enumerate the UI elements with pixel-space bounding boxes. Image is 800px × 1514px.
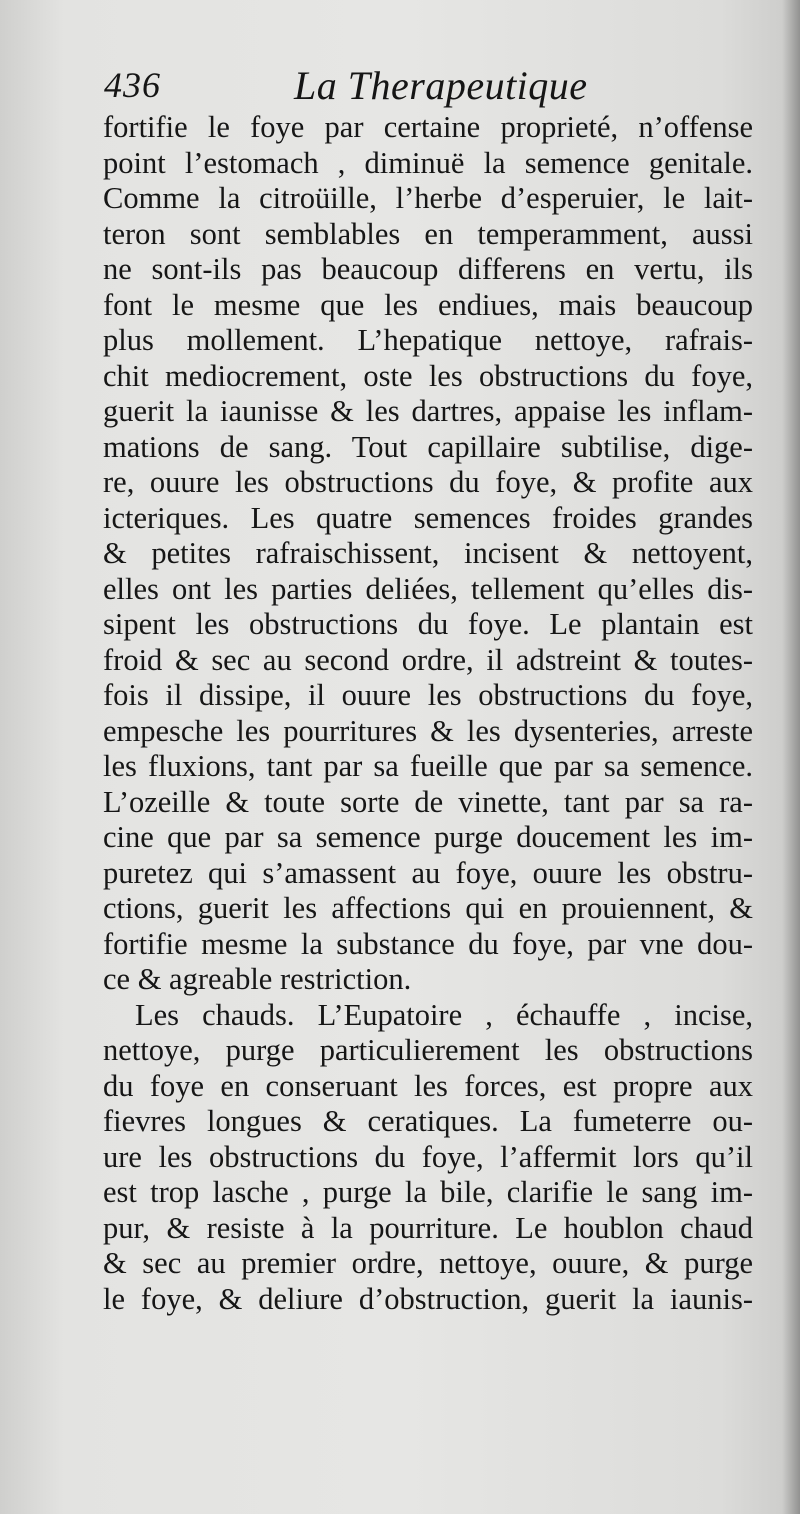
text-line: & petites rafraischissent, incisent & nettoyent,	[103, 536, 753, 570]
text-line: fortifie le foye par certaine proprieté, n’offense	[103, 110, 753, 144]
text-line: & sec au premier ordre, nettoye, ouure, & purge	[103, 1246, 753, 1280]
text-line: fortifie mesme la substance du foye, par vne dou-	[103, 926, 753, 961]
text-line: font le mesme que les endiues, mais beaucoup	[103, 287, 753, 322]
paragraph-start-line: Les chauds. L’Eupatoire , échauffe , incise,	[135, 997, 753, 1032]
text-line: mations de sang. Tout capillaire subtilise, dige-	[103, 429, 753, 464]
text-line: re, ouure les obstructions du foye, & profite aux	[103, 465, 753, 499]
text-line: elles ont les parties deliées, tellement qu’elles dis-	[103, 571, 753, 606]
text-line: chit mediocrement, oste les obstructions du foye,	[103, 358, 753, 393]
text-line: teron sont semblables en temperamment, aussi	[103, 216, 753, 251]
text-line: Comme la citroüille, l’herbe d’esperuier, le lait-	[103, 181, 753, 215]
page-number: 436	[104, 65, 161, 105]
page-header	[104, 58, 754, 110]
text-line: le foye, & deliure d’obstruction, guerit la iaunis-	[103, 1281, 753, 1316]
text-line: guerit la iaunisse & les dartres, appaise les inflam-	[103, 394, 753, 428]
text-line: ure les obstructions du foye, l’affermit lors qu’il	[103, 1139, 753, 1174]
text-line: L’ozeille & toute sorte de vinette, tant par sa ra-	[103, 784, 753, 819]
text-line: icteriques. Les quatre semences froides grandes	[103, 500, 753, 535]
text-line: cine que par sa semence purge doucement les im-	[103, 820, 753, 854]
text-line: plus mollement. L’hepatique nettoye, rafrais-	[103, 323, 753, 357]
text-line: ne sont-ils pas beaucoup differens en vertu, ils	[103, 252, 753, 286]
text-line: du foye en conseruant les forces, est propre aux	[103, 1068, 753, 1103]
text-line: fois il dissipe, il ouure les obstructions du foye,	[103, 678, 753, 712]
text-line: ctions, guerit les affections qui en prouiennent, &	[103, 891, 753, 925]
running-title: La Therapeutique	[294, 63, 588, 108]
text-line: puretez qui s’amassent au foye, ouure les obstru-	[103, 855, 753, 890]
text-line: pur, & resiste à la pourriture. Le houblon chaud	[103, 1210, 753, 1245]
paragraph-end-line: ce & agreable restriction.	[103, 962, 412, 996]
page-edge-shadow	[782, 0, 800, 1514]
text-line: empesche les pourritures & les dysenteries, arreste	[103, 713, 753, 748]
text-line: fievres longues & ceratiques. La fumeterre ou-	[103, 1104, 753, 1138]
body-text	[103, 110, 753, 1317]
text-line: point l’estomach , diminuë la semence genitale.	[103, 145, 753, 180]
text-line: les fluxions, tant par sa fueille que par sa semence.	[103, 749, 753, 783]
text-line: froid & sec au second ordre, il adstreint & toutes-	[103, 642, 753, 677]
text-line: sipent les obstructions du foye. Le plantain est	[103, 607, 753, 641]
text-line: nettoye, purge particulierement les obstructions	[103, 1033, 753, 1067]
text-line: est trop lasche , purge la bile, clarifie le sang im-	[103, 1175, 753, 1209]
